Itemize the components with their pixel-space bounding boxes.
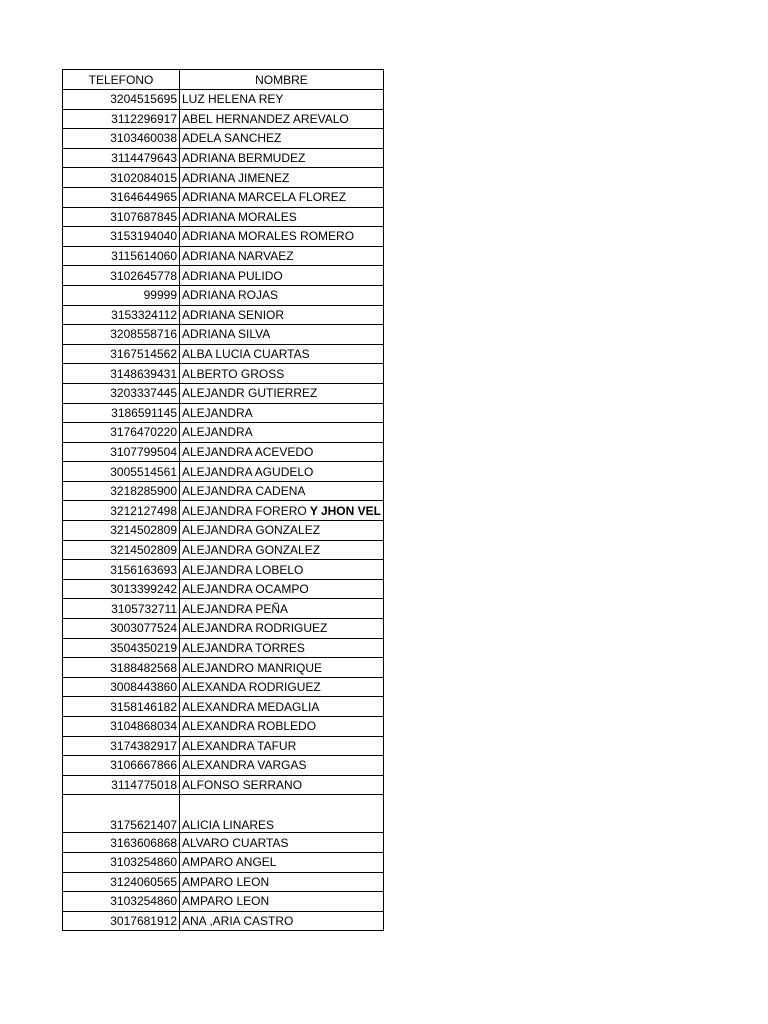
cell-telefono: 3106667866 [63, 756, 180, 776]
table-row [63, 795, 384, 833]
table-row [63, 638, 384, 658]
name-text: ALEXANDA RODRIGUEZ [182, 680, 321, 695]
name-text: ALEJANDRA AGUDELO [182, 464, 314, 479]
cell-telefono: 3107799504 [63, 442, 180, 462]
table-row [63, 90, 384, 110]
name-text: ALBERTO GROSS [182, 366, 285, 381]
table-row [63, 462, 384, 482]
table-row [63, 501, 384, 521]
table-row [63, 697, 384, 717]
cell-telefono: 3214502809 [63, 521, 180, 541]
cell-telefono: 3204515695 [63, 90, 180, 110]
table-row [63, 187, 384, 207]
cell-telefono: 3105732711 [63, 599, 180, 619]
cell-nombre [180, 129, 384, 149]
table-row [63, 305, 384, 325]
name-text: AMPARO LEON [182, 894, 270, 909]
cell-nombre [180, 833, 384, 853]
table-row [63, 129, 384, 149]
cell-telefono: 3175621407 [63, 795, 180, 833]
cell-telefono: 3148639431 [63, 364, 180, 384]
name-text: ALEXANDRA MEDAGLIA [182, 699, 320, 714]
cell-nombre [180, 481, 384, 501]
cell-telefono: 3153324112 [63, 305, 180, 325]
cell-nombre [180, 619, 384, 639]
name-text: ADRIANA NARVAEZ [182, 249, 294, 264]
cell-nombre [180, 227, 384, 247]
table-row [63, 246, 384, 266]
name-text: ADRIANA PULIDO [182, 268, 283, 283]
table-row [63, 344, 384, 364]
name-text: ALEJANDR GUTIERREZ [182, 386, 318, 401]
table-row [63, 775, 384, 795]
cell-telefono: 3174382917 [63, 736, 180, 756]
contacts-table [62, 69, 384, 931]
name-text: ALVARO CUARTAS [182, 835, 289, 850]
cell-nombre [180, 168, 384, 188]
name-text: AMPARO LEON [182, 874, 270, 889]
name-text: ALFONSO SERRANO [182, 778, 303, 793]
table-row [63, 403, 384, 423]
cell-nombre [180, 325, 384, 345]
table-row [63, 892, 384, 912]
cell-nombre [180, 599, 384, 619]
name-text: ALEJANDRA GONZALEZ [182, 523, 321, 538]
cell-nombre [180, 246, 384, 266]
cell-telefono: 3164644965 [63, 187, 180, 207]
cell-nombre [180, 285, 384, 305]
name-text: ALEJANDRA CADENA [182, 484, 306, 499]
table-row [63, 168, 384, 188]
name-bold-text: Y JHON VEL [306, 503, 381, 518]
cell-telefono: 3504350219 [63, 638, 180, 658]
cell-nombre [180, 305, 384, 325]
table-row [63, 852, 384, 872]
cell-nombre [180, 638, 384, 658]
table-row [63, 736, 384, 756]
cell-telefono: 3156163693 [63, 560, 180, 580]
table-row [63, 207, 384, 227]
name-text: ADRIANA ROJAS [182, 288, 279, 303]
table-row [63, 619, 384, 639]
cell-telefono: 3103254860 [63, 852, 180, 872]
table-row [63, 717, 384, 737]
cell-nombre [180, 90, 384, 110]
table-row [63, 383, 384, 403]
table-row [63, 442, 384, 462]
cell-telefono: 3103254860 [63, 892, 180, 912]
cell-nombre [180, 775, 384, 795]
cell-nombre [180, 403, 384, 423]
table-row [63, 521, 384, 541]
cell-telefono: 3115614060 [63, 246, 180, 266]
name-text: ADRIANA MORALES [182, 209, 297, 224]
cell-telefono: 3153194040 [63, 227, 180, 247]
cell-telefono: 3186591145 [63, 403, 180, 423]
cell-nombre [180, 892, 384, 912]
cell-nombre [180, 852, 384, 872]
name-text: ALEXANDRA ROBLEDO [182, 719, 317, 734]
cell-telefono: 3013399242 [63, 579, 180, 599]
table-row [63, 423, 384, 443]
table-row [63, 579, 384, 599]
name-text: ALBA LUCIA CUARTAS [182, 347, 310, 362]
cell-telefono: 3005514561 [63, 462, 180, 482]
name-text: ADELA SANCHEZ [182, 131, 282, 146]
cell-nombre [180, 872, 384, 892]
cell-nombre [180, 462, 384, 482]
cell-telefono: 3017681912 [63, 911, 180, 931]
cell-telefono: 3214502809 [63, 540, 180, 560]
cell-telefono: 3208558716 [63, 325, 180, 345]
cell-nombre [180, 266, 384, 286]
header-row [63, 70, 384, 90]
table-row [63, 266, 384, 286]
name-text: ALEJANDRA RODRIGUEZ [182, 621, 328, 636]
cell-nombre [180, 658, 384, 678]
cell-nombre [180, 540, 384, 560]
cell-nombre [180, 677, 384, 697]
cell-telefono: 3003077524 [63, 619, 180, 639]
cell-nombre [180, 560, 384, 580]
cell-nombre [180, 756, 384, 776]
table-row [63, 325, 384, 345]
cell-nombre [180, 364, 384, 384]
name-text: ALEJANDRA OCAMPO [182, 582, 309, 597]
cell-telefono: 3112296917 [63, 109, 180, 129]
cell-nombre [180, 717, 384, 737]
table-row [63, 109, 384, 129]
table-row [63, 911, 384, 931]
cell-telefono: 3124060565 [63, 872, 180, 892]
cell-telefono: 3114479643 [63, 148, 180, 168]
cell-telefono: 3176470220 [63, 423, 180, 443]
table-row [63, 658, 384, 678]
table-row [63, 872, 384, 892]
table-row [63, 364, 384, 384]
cell-nombre [180, 109, 384, 129]
cell-telefono: 3114775018 [63, 775, 180, 795]
table-row [63, 540, 384, 560]
name-text: ALEXANDRA TAFUR [182, 738, 297, 753]
cell-nombre [180, 521, 384, 541]
table-row [63, 227, 384, 247]
cell-telefono: 3103460038 [63, 129, 180, 149]
name-text: ADRIANA SENIOR [182, 307, 285, 322]
name-text: ALEXANDRA VARGAS [182, 758, 307, 773]
cell-nombre [180, 383, 384, 403]
cell-nombre [180, 911, 384, 931]
cell-telefono: 3212127498 [63, 501, 180, 521]
name-text: ALEJANDRA FORERO [182, 503, 307, 518]
header-nombre: NOMBRE [180, 70, 384, 90]
cell-nombre [180, 423, 384, 443]
cell-telefono: 3008443860 [63, 677, 180, 697]
cell-telefono: 3107687845 [63, 207, 180, 227]
name-text: ADRIANA MARCELA FLOREZ [182, 190, 347, 205]
name-text: ALEJANDRA GONZALEZ [182, 542, 321, 557]
name-text: ALEJANDRA [182, 425, 253, 440]
cell-telefono: 3203337445 [63, 383, 180, 403]
name-text: ADRIANA JIMENEZ [182, 170, 290, 185]
cell-nombre [180, 501, 384, 521]
cell-telefono: 3218285900 [63, 481, 180, 501]
name-text: ALEJANDRA TORRES [182, 640, 305, 655]
table-row [63, 677, 384, 697]
table-row [63, 756, 384, 776]
table-row [63, 599, 384, 619]
header-telefono: TELEFONO [63, 70, 180, 90]
cell-telefono: 3167514562 [63, 344, 180, 364]
cell-nombre [180, 187, 384, 207]
cell-nombre [180, 795, 384, 833]
table-row [63, 285, 384, 305]
table-body [63, 90, 384, 931]
cell-nombre [180, 344, 384, 364]
name-text: ALICIA LINARES [182, 818, 275, 833]
name-text: ALEJANDRA PEÑA [182, 601, 289, 616]
name-text: LUZ HELENA REY [182, 92, 284, 107]
name-text: ADRIANA SILVA [182, 327, 271, 342]
name-text: ANA ,ARIA CASTRO [182, 914, 294, 929]
name-text: ADRIANA BERMUDEZ [182, 151, 306, 166]
cell-telefono: 3188482568 [63, 658, 180, 678]
cell-telefono: 3163606868 [63, 833, 180, 853]
cell-telefono: 3102645778 [63, 266, 180, 286]
cell-nombre [180, 442, 384, 462]
name-text: ALEJANDRA LOBELO [182, 562, 304, 577]
cell-telefono: 99999 [63, 285, 180, 305]
name-text: ALEJANDRA [182, 405, 253, 420]
cell-nombre [180, 736, 384, 756]
name-text: ALEJANDRA ACEVEDO [182, 444, 314, 459]
cell-nombre [180, 579, 384, 599]
cell-telefono: 3158146182 [63, 697, 180, 717]
name-text: ABEL HERNANDEZ AREVALO [182, 111, 349, 126]
cell-nombre [180, 207, 384, 227]
table-row [63, 833, 384, 853]
cell-nombre [180, 697, 384, 717]
cell-telefono: 3102084015 [63, 168, 180, 188]
table-row [63, 148, 384, 168]
name-text: AMPARO ANGEL [182, 855, 277, 870]
table-row [63, 560, 384, 580]
table-row [63, 481, 384, 501]
cell-nombre [180, 148, 384, 168]
name-text: ALEJANDRO MANRIQUE [182, 660, 323, 675]
name-text: ADRIANA MORALES ROMERO [182, 229, 355, 244]
cell-telefono: 3104868034 [63, 717, 180, 737]
